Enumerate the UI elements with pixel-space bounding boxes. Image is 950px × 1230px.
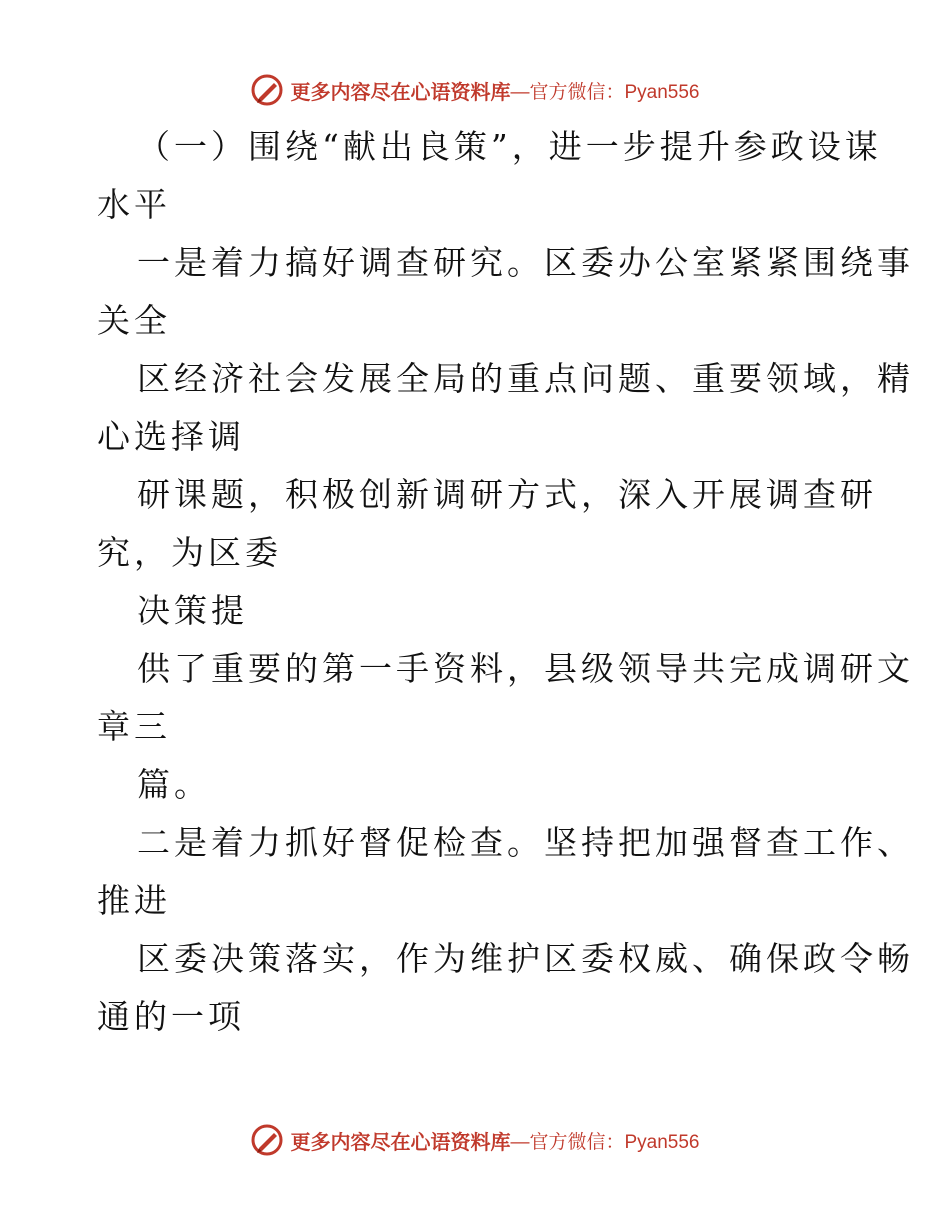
body-line: 决策提 [137, 591, 248, 630]
body-line: 水平 [97, 185, 171, 224]
footer-watermark-contact: —官方微信：Pyan556 [510, 1131, 700, 1153]
body-line: （一）围绕“献出良策”，进一步提升参政设谋 [137, 127, 882, 166]
body-line: 供了重要的第一手资料，县级领导共完成调研文 [137, 649, 914, 688]
footer-watermark-banner [0, 1120, 950, 1160]
body-line: 究，为区委 [97, 533, 282, 572]
document-body [97, 118, 914, 1046]
body-line: 区委决策落实，作为维护区委权威、确保政令畅 [137, 939, 914, 978]
pen-logo-icon [250, 1123, 284, 1157]
body-line: 推进 [97, 881, 171, 920]
body-line: 心选择调 [97, 417, 245, 456]
pen-logo-icon [250, 73, 284, 107]
header-watermark-contact: —官方微信：Pyan556 [510, 81, 700, 103]
body-line: 篇。 [137, 765, 211, 804]
body-line: 关全 [97, 301, 171, 340]
footer-watermark-text: 更多内容尽在心语资料库 [290, 1129, 511, 1154]
body-line: 一是着力搞好调查研究。区委办公室紧紧围绕事 [137, 243, 914, 282]
header-watermark-text: 更多内容尽在心语资料库 [290, 79, 511, 104]
body-line: 研课题，积极创新调研方式，深入开展调查研 [137, 475, 877, 514]
body-line: 章三 [97, 707, 171, 746]
body-line: 区经济社会发展全局的重点问题、重要领域，精 [137, 359, 914, 398]
body-line: 二是着力抓好督促检查。坚持把加强督查工作、 [137, 823, 914, 862]
body-line: 通的一项 [97, 997, 245, 1036]
header-watermark-banner [0, 70, 950, 110]
